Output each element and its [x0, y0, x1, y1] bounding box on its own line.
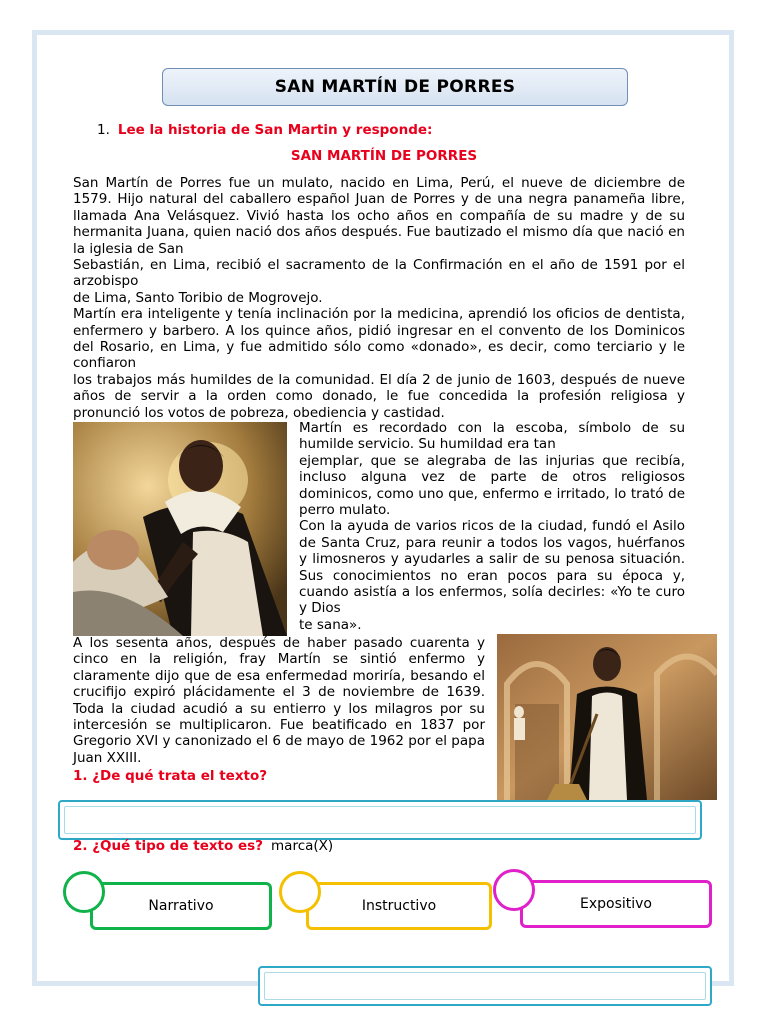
question-2-label: 2. ¿Qué tipo de texto es? — [73, 838, 264, 854]
option-narrativo[interactable] — [90, 882, 272, 930]
question-2 — [73, 838, 333, 854]
story-line: te sana». — [299, 616, 362, 633]
option-expositivo[interactable] — [520, 880, 712, 928]
story-paragraph-1 — [73, 175, 685, 421]
story-line: San Martín de Porres fue un mulato, nacido en Lima, Perú, el nueve de diciembre de 1579. Hijo natural del caballero español Juan de Porres y de una negra panameña libre, llamada Ana Velásquez. Vivió hasta los ocho años en compañía de su madre y de su hermanita Juana, quien nació dos años después. Fue bautizado el mismo día que nació en la iglesia de San — [73, 175, 685, 257]
story-line: los trabajos más humildes de la comunidad. El día 2 de junio de 1603, después de nueve años de servir a la orden como donado, le fue concedida la profesión religiosa y pronunció los votos de pobreza, obediencia y castidad. — [73, 371, 685, 421]
story-line: Con la ayuda de varios ricos de la ciudad, fundó el Asilo de Santa Cruz, para reunir a todos los vagos, huérfanos y limosneros y ayudarles a salir de su penosa situación. Sus conocimientos no eran pocos para su época y, cuando asistía a los enfermos, solía decirles: «Yo te curo y Dios — [299, 518, 685, 617]
question-1: 1. ¿De qué trata el texto? — [73, 768, 268, 784]
option-label: Narrativo — [148, 898, 214, 914]
question-2-hint: marca(X) — [271, 838, 334, 854]
checkbox-circle-narrativo[interactable] — [63, 871, 105, 913]
option-label: Expositivo — [580, 896, 652, 912]
story-line: Martín es recordado con la escoba, símbolo de su humilde servicio. Su humildad era tan — [299, 420, 685, 453]
illustration-martin-healing — [73, 422, 287, 636]
story-line: ejemplar, que se alegraba de las injurias que recibía, incluso alguna vez de parte de otros religiosos dominicos, como uno que, enfermo e irritado, lo trató de perro mulato. — [299, 452, 685, 519]
illustration-martin-broom — [497, 634, 717, 800]
option-instructivo[interactable] — [306, 882, 492, 930]
answer-box-1[interactable] — [58, 800, 702, 840]
story-paragraph-2 — [299, 420, 685, 633]
instruction — [97, 122, 432, 138]
page-title — [162, 68, 628, 106]
instruction-text: Lee la historia de San Martin y responde: — [117, 122, 433, 138]
story-line: de Lima, Santo Toribio de Mogrovejo. — [73, 289, 323, 306]
option-label: Instructivo — [361, 898, 437, 914]
story-line: A los sesenta años, después de haber pasado cuarenta y cinco en la religión, fray Martín se sintió enfermo y claramente dijo que de esa enfermedad moriría, besando el crucifijo expiró plácidamente el 3 de noviembre de 1639. Toda la ciudad acudió a su entierro y los milagros por su intercesión se multiplicaron. Fue beatificado en 1837 por Gregorio XVI y canonizado el 6 de mayo de 1962 por el papa Juan XXIII. — [73, 635, 485, 766]
checkbox-circle-instructivo[interactable] — [279, 871, 321, 913]
answer-box-2[interactable] — [258, 966, 712, 1006]
checkbox-circle-expositivo[interactable] — [493, 869, 535, 911]
story-line: Sebastián, en Lima, recibió el sacramento de la Confirmación en el año de 1591 por el arzobispo — [73, 257, 685, 290]
page-title-text: SAN MARTÍN DE PORRES — [274, 77, 516, 97]
instruction-number: 1. — [97, 122, 110, 138]
story-line: Martín era inteligente y tenía inclinación por la medicina, aprendió los oficios de dentista, enfermero y barbero. A los quince años, pidió ingresar en el convento de los Dominicos del Rosario, en Lima, y fue admitido sólo como «donado», es decir, como terciario y le confiaron — [73, 306, 685, 372]
story-title: SAN MARTÍN DE PORRES — [290, 148, 478, 164]
story-paragraph-3 — [73, 635, 485, 766]
